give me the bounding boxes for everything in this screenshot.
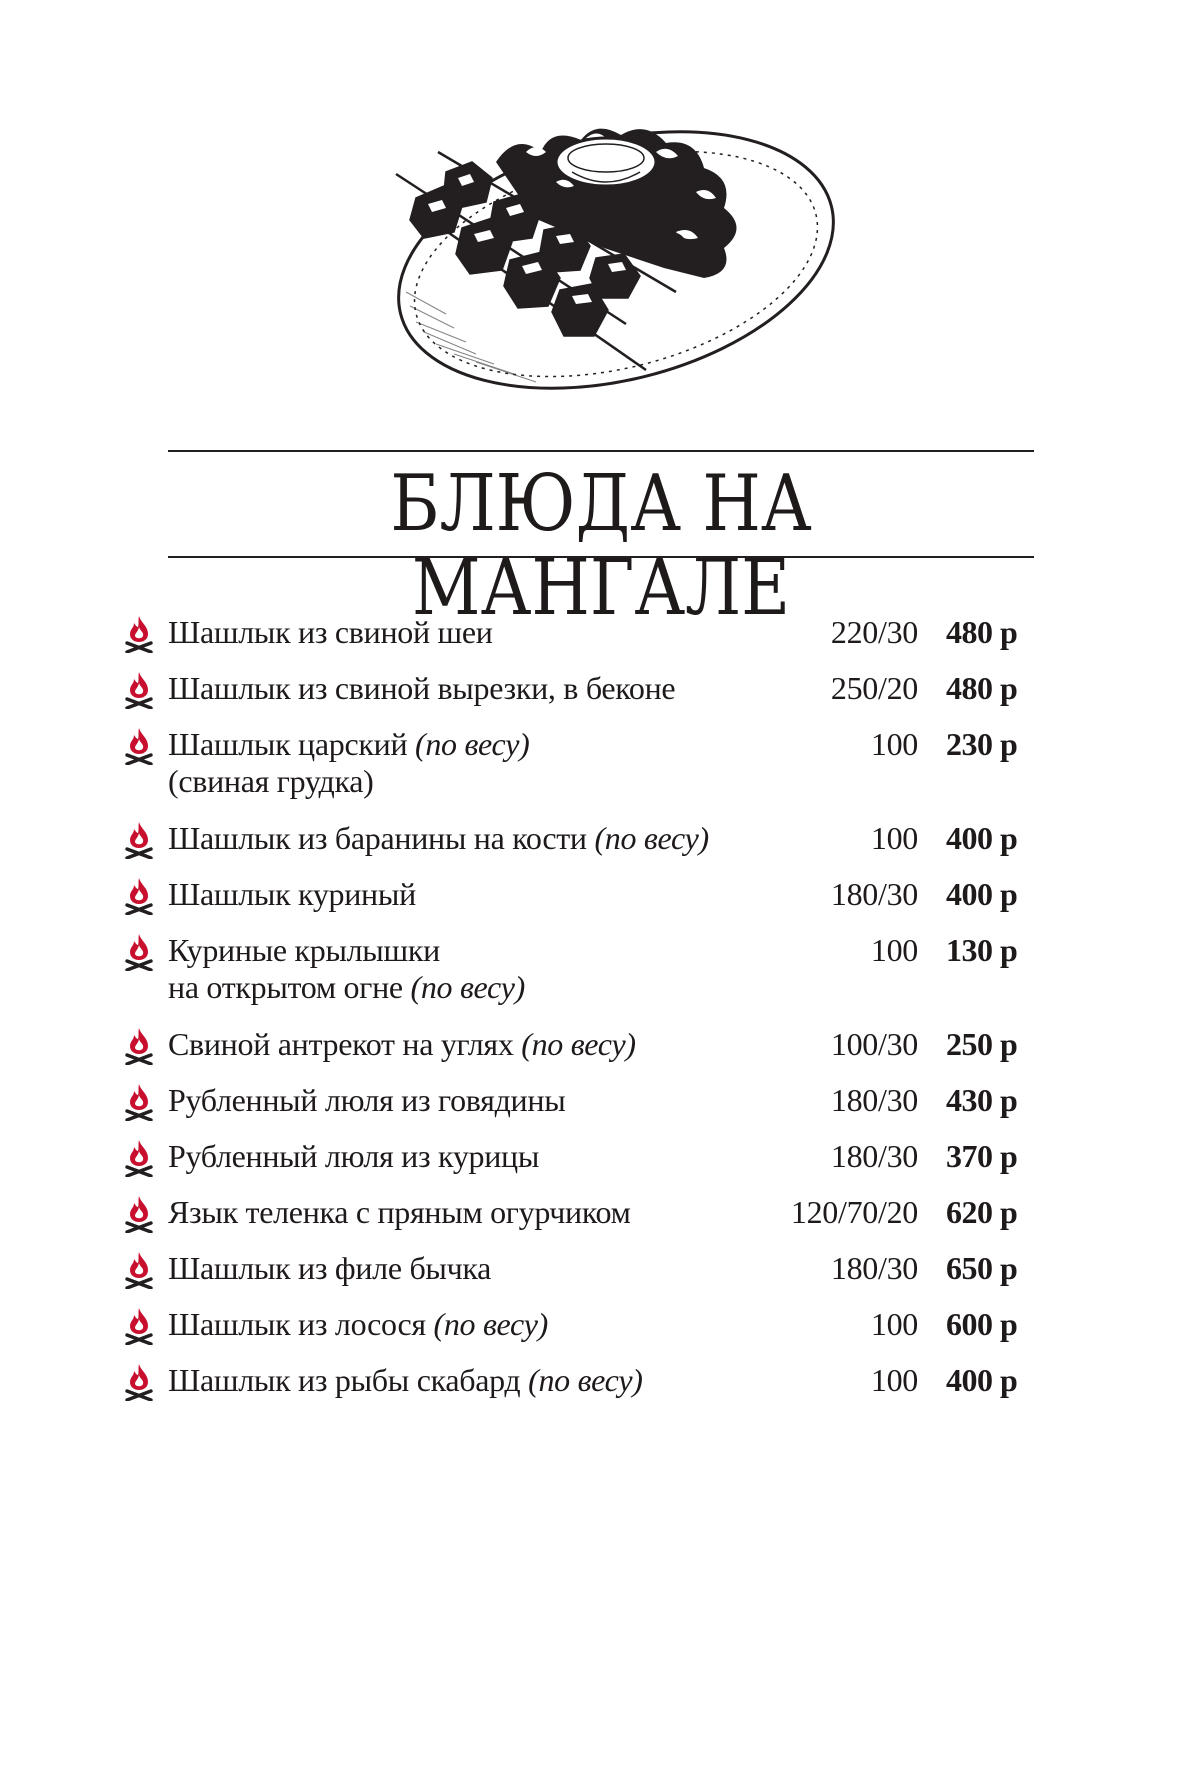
campfire-flame-icon <box>124 1139 154 1177</box>
campfire-flame-icon <box>124 1363 154 1401</box>
menu-item-weight: 180/30 <box>830 1082 918 1118</box>
campfire-flame-icon <box>124 1307 154 1345</box>
menu-item-title: Шашлык из баранины на кости <box>168 820 587 856</box>
menu-item-weight: 100 <box>870 1362 918 1398</box>
menu-item-weight: 100/30 <box>830 1026 918 1062</box>
menu-item-price: 480 р <box>946 670 1018 706</box>
campfire-flame-icon <box>124 671 154 709</box>
menu-item-title: Шашлык из свиной вырезки, в беконе <box>168 670 676 706</box>
section-title: БЛЮДА НА МАНГАЛЕ <box>390 459 812 633</box>
menu-item <box>124 932 1044 1012</box>
title-top-rule <box>168 450 1034 452</box>
menu-item-name <box>168 1082 728 1119</box>
menu-item-title: Язык теленка с пряным огурчиком <box>168 1194 631 1230</box>
menu-item-name <box>168 1194 728 1231</box>
campfire-flame-icon <box>124 1195 154 1233</box>
menu-item-weight: 220/30 <box>830 614 918 650</box>
menu-item-price: 400 р <box>946 876 1018 912</box>
menu-item-title: Шашлык из рыбы скабард <box>168 1362 521 1398</box>
menu-item-name <box>168 670 728 707</box>
menu-item-price: 230 р <box>946 726 1018 762</box>
menu-item-price: 130 р <box>946 932 1018 968</box>
menu-item-price: 430 р <box>946 1082 1018 1118</box>
menu-item-weight: 120/70/20 <box>790 1194 918 1230</box>
menu-item-weight: 180/30 <box>830 1138 918 1174</box>
menu-item-name <box>168 1138 728 1175</box>
menu-item-price: 620 р <box>946 1194 1018 1230</box>
menu-item-title: Шашлык царский <box>168 726 408 762</box>
menu-item-name <box>168 1250 728 1287</box>
menu-item-name <box>168 1362 728 1399</box>
menu-item-title: Шашлык из филе бычка <box>168 1250 492 1286</box>
menu-item-price: 400 р <box>946 820 1018 856</box>
menu-item-name <box>168 876 728 913</box>
campfire-flame-icon <box>124 933 154 971</box>
menu-item-name <box>168 1026 728 1063</box>
menu-item-name <box>168 614 728 651</box>
menu-item-note: (по весу) <box>410 969 525 1005</box>
menu-item-note: (по весу) <box>528 1362 643 1398</box>
menu-item-name <box>168 1306 728 1343</box>
menu-item-weight: 250/20 <box>830 670 918 706</box>
campfire-flame-icon <box>124 615 154 653</box>
menu-item-price: 250 р <box>946 1026 1018 1062</box>
menu-item-title: Рубленный люля из говядины <box>168 1082 566 1118</box>
campfire-flame-icon <box>124 821 154 859</box>
menu-item <box>124 726 1044 806</box>
menu-item-note: (по весу) <box>594 820 709 856</box>
menu-item-title: Рубленный люля из курицы <box>168 1138 540 1174</box>
menu-item-price: 370 р <box>946 1138 1018 1174</box>
menu-item-note: (по весу) <box>433 1306 548 1342</box>
menu-item-name <box>168 932 728 1006</box>
menu-item-note: (по весу) <box>521 1026 636 1062</box>
menu-item-name <box>168 726 728 800</box>
menu-item-weight: 100 <box>870 726 918 762</box>
menu-item-price: 650 р <box>946 1250 1018 1286</box>
campfire-flame-icon <box>124 877 154 915</box>
menu-item-name <box>168 820 728 857</box>
menu-item-price: 480 р <box>946 614 1018 650</box>
menu-item <box>124 1362 1044 1442</box>
menu-item-subtitle: на открытом огне <box>168 969 403 1005</box>
campfire-flame-icon <box>124 1027 154 1065</box>
menu-item-weight: 100 <box>870 932 918 968</box>
shashlik-plate-illustration <box>376 92 846 412</box>
menu-item-weight: 180/30 <box>830 876 918 912</box>
menu-item-title: Свиной антрекот на углях <box>168 1026 514 1062</box>
menu-item-title: Шашлык из свиной шеи <box>168 614 493 650</box>
menu-item-subtitle: (свиная грудка) <box>168 763 374 799</box>
title-bottom-rule <box>168 556 1034 558</box>
menu-item-title: Шашлык из лосося <box>168 1306 426 1342</box>
menu-item-weight: 100 <box>870 1306 918 1342</box>
menu-item-title: Куриные крылышки <box>168 932 440 968</box>
menu-item-price: 400 р <box>946 1362 1018 1398</box>
menu-item-note: (по весу) <box>414 726 530 762</box>
campfire-flame-icon <box>124 1083 154 1121</box>
menu-item-weight: 100 <box>870 820 918 856</box>
campfire-flame-icon <box>124 1251 154 1289</box>
menu-item-price: 600 р <box>946 1306 1018 1342</box>
campfire-flame-icon <box>124 727 154 765</box>
menu-item-title: Шашлык куриный <box>168 876 416 912</box>
menu-item-weight: 180/30 <box>830 1250 918 1286</box>
